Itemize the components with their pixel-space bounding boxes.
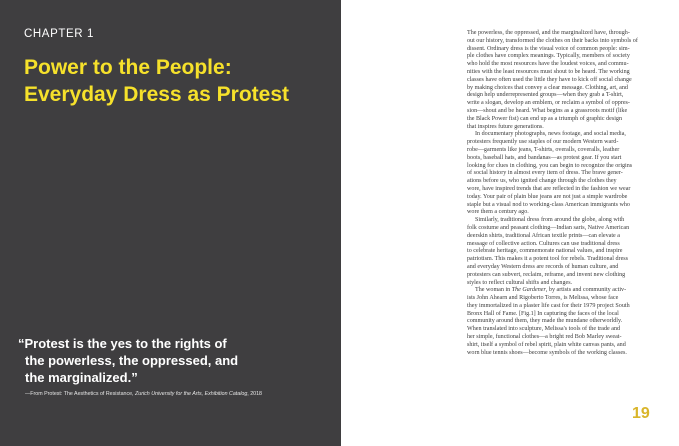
body-line: folk costume and peasant clothing—Indian saris, Native American <box>467 224 630 231</box>
pull-quote-line: the marginalized.” <box>25 370 138 385</box>
body-line: dissent. Ordinary dress is the visual voice of common people: sim- <box>467 45 630 52</box>
body-line: of social history in almost every item of dress. The brave gener- <box>467 170 623 177</box>
body-line: The woman in The Gardener, by artists and community activ- <box>475 287 627 294</box>
body-line: and everyday Western dress are records of human culture, and <box>467 263 619 270</box>
body-line: classes have often used the little they have to kick off social change <box>467 76 632 83</box>
body-line: deerskin shirts, traditional African textile prints—can elevate a <box>467 232 620 239</box>
quote-attribution <box>25 391 335 398</box>
attribution-source: Zurich University for the Arts, Exhibition Catalog <box>135 391 248 397</box>
body-line: styles to reflect cultural shifts and changes. <box>467 279 573 286</box>
body-line: Similarly, traditional dress from around the globe, along with <box>475 217 625 224</box>
body-line: worn blue tennis shoes—become symbols of the working classes. <box>467 349 627 356</box>
body-line: shirt, itself a symbol of rebel spirit, plain white canvas pants, and <box>467 341 626 348</box>
body-line: Bronx Hall of Fame. [Fig.1] In capturing the faces of the local <box>467 310 619 317</box>
body-line: ations before us, who ignited change through the clothes they <box>467 178 617 185</box>
pull-quote <box>18 335 333 386</box>
body-line: community around them, they made the mundane otherworldly. <box>467 318 623 325</box>
body-line: protesters can subvert, reclaim, reframe, and invent new clothing <box>467 271 626 278</box>
body-line: by making choices that convey a clear message. Clothing, art, and <box>467 84 628 91</box>
chapter-label: CHAPTER 1 <box>24 28 94 40</box>
body-line: wore them a century ago. <box>467 209 529 216</box>
body-line: that inspires future generations. <box>467 123 544 130</box>
italic-title: The Gardener <box>511 287 546 294</box>
body-line: wore, have inspired trends that are reflected in the fashion we wear <box>467 185 631 192</box>
body-line: write a slogan, develop an emblem, or reclaim a symbol of oppres- <box>467 100 630 107</box>
text-page <box>341 0 679 446</box>
body-line: nities with the least resources must shout to be heard. The working <box>467 68 630 75</box>
attribution-suffix: , 2018 <box>247 391 263 397</box>
body-line: out our history, transformed the clothes on their backs into symbols of <box>467 37 638 44</box>
chapter-title: Power to the People: Everyday Dress as Protest <box>24 56 289 106</box>
body-line: today. Your pair of plain blue jeans are not just a simple wardrobe <box>467 193 628 200</box>
body-line: boots, baseball hats, and bandanas—as protest gear. If you start <box>467 154 622 161</box>
pull-quote-line: the powerless, the oppressed, and <box>25 353 239 368</box>
body-line: When translated into sculpture, Melissa's tools of the trade and <box>467 326 621 333</box>
body-text <box>467 30 643 357</box>
body-line: who hold the most resources have the loudest voices, and commu- <box>467 61 629 68</box>
body-line: they immortalized in a plaster life cast for their 1979 project South <box>467 302 630 309</box>
body-line: The powerless, the oppressed, and the marginalized have, through- <box>467 30 630 36</box>
page-number: 19 <box>632 405 650 422</box>
body-line: ists John Ahearn and Rigoberto Torres, is Melissa, whose face <box>467 295 619 302</box>
body-line: sion—shout and be heard. What begins as a grassroots motif (like <box>467 107 628 114</box>
body-line: protesters frequently use staples of our modern Western ward- <box>467 139 619 146</box>
body-line: the Black Power fist) can end up as a triumph of graphic design <box>467 115 623 122</box>
body-line: message of collective action. Cultures can use traditional dress <box>467 240 620 247</box>
body-line: In documentary photographs, news footage, and social media, <box>475 131 626 138</box>
pull-quote-line: “Protest is the yes to the rights of <box>18 336 227 351</box>
body-line: to celebrate heritage, commemorate national values, and inspire <box>467 248 623 255</box>
body-line: design help underrepresented groups—when they grab a T-shirt, <box>467 92 624 99</box>
attribution-prefix: —From Protest: The Aesthetics of Resistance, <box>25 391 136 397</box>
body-line: ple clothes have complex meanings. Typically, members of society <box>467 53 630 60</box>
body-line: her simple, functional clothes—a bright red Bob Marley sweat- <box>467 334 622 341</box>
body-line: patriotism. This makes it a potent tool for rebels. Traditional dress <box>467 256 629 263</box>
body-line: staple but a visual nod to working-class American immigrants who <box>467 201 630 208</box>
body-line: robe—garments like jeans, T-shirts, overalls, coveralls, leather <box>467 146 620 153</box>
body-line: looking for clues in clothing, you can begin to recognize the origins <box>467 162 633 169</box>
